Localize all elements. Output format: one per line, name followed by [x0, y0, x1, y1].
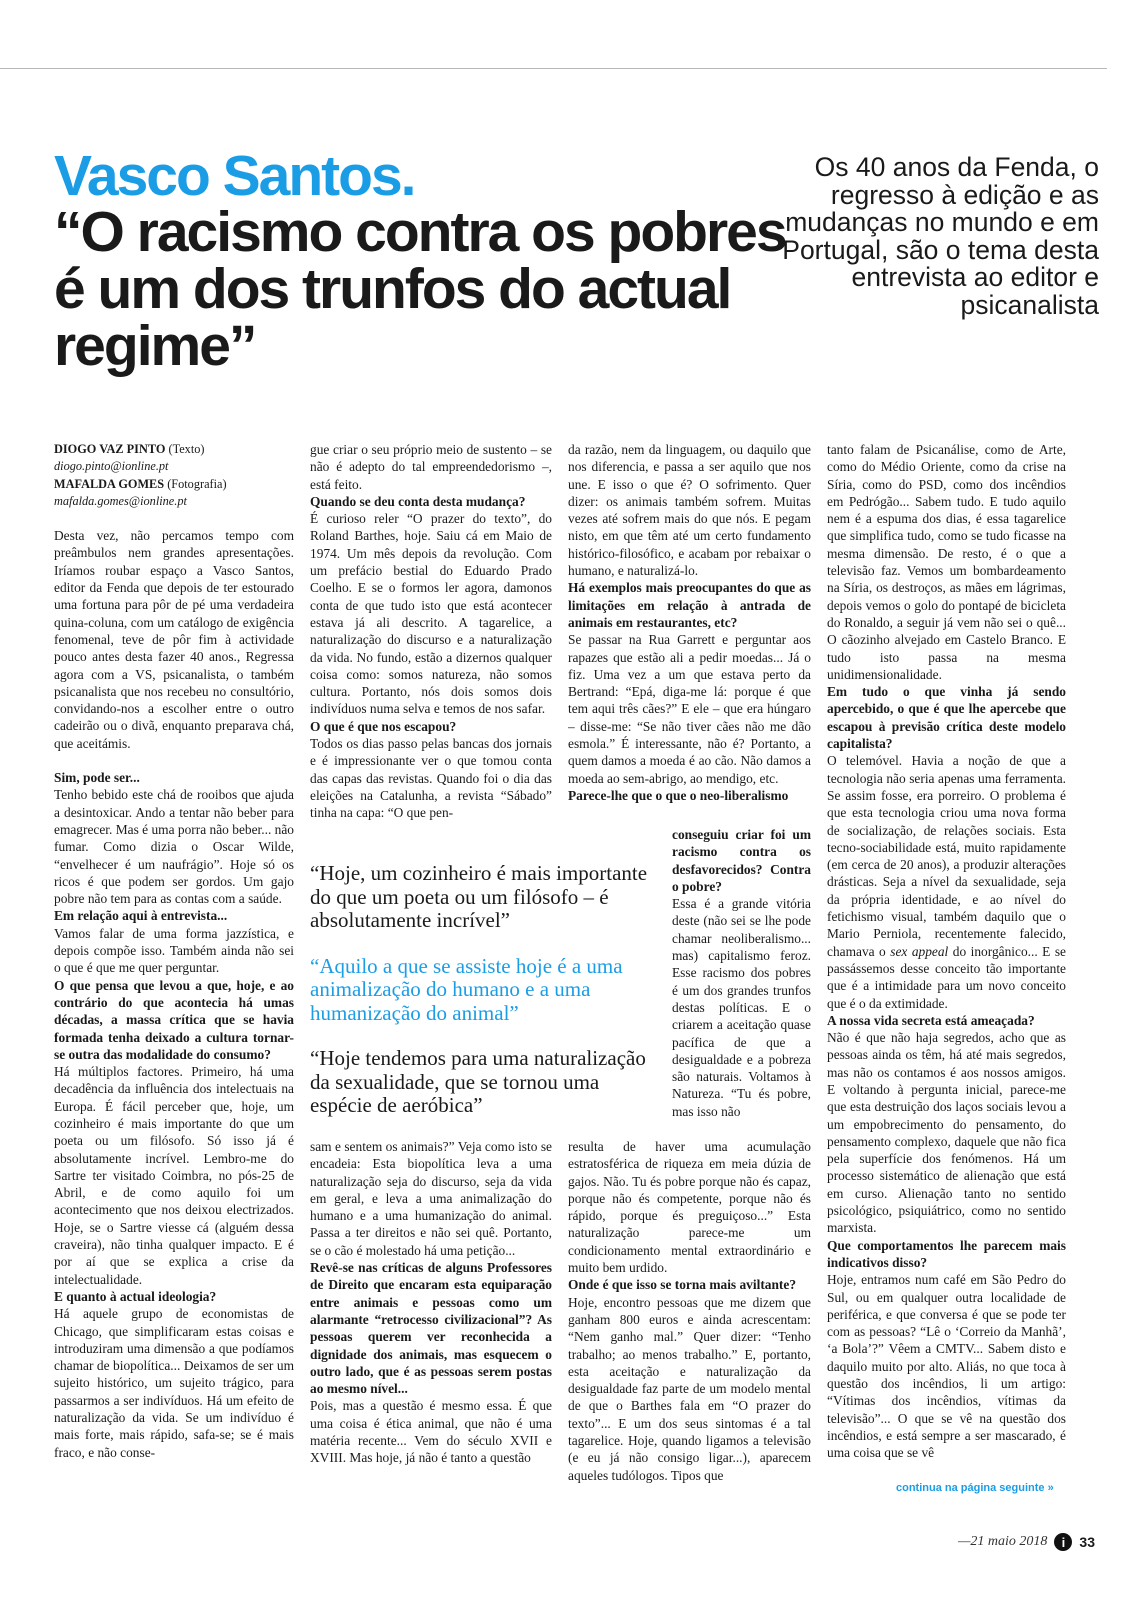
answer-text: O telemóvel. Havia a noção de que a tecnologia não seria apenas uma ferramenta. Se assim fosse, era porreiro. O problema é que esta tecnologia criou uma nova forma de socialização, de relações sociais. Esta tecno-sociabilidade está, muito rapidamente (em cerca de 20 anos), a produzir alterações drásticas. Seja a nível da sexualidade, seja da própria identidade, e ao nível do fetichismo visual, também daquilo que o Mario Perniola, recentemente falecido, chamava o — [827, 753, 1066, 959]
answer-emphasis: sex appeal — [890, 943, 949, 959]
question: Em relação aqui à entrevista... — [54, 908, 228, 924]
question: Há exemplos mais preocupantes do que as limitações em relação à antrada de animais em restaurantes, etc? — [568, 580, 811, 630]
question: Parece-lhe que o que o neo-liberalismo — [568, 787, 789, 803]
byline-email-2: mafalda.gomes@ionline.pt — [54, 493, 187, 508]
answer: É curioso reler “O prazer do texto”, do Roland Barthes, hoje. Saiu cá em Maio de 1974. Um mês depois da revolução. Com um prefácio bestial do Eduardo Prado Coelho. E se o formos ler agora, damonos conta de que tudo isto que está acontecer estava já ali descrito. A tagarelice, a naturalização do discurso e a naturalização da vida. No fundo, estão a dizernos qualquer coisa como: somos natureza, não somos cultura. Portanto, nós dois somos dois indivíduos numa selva e temos de nos safar. — [310, 511, 552, 717]
question: O que é que nos escapou? — [310, 718, 457, 734]
question: Sim, pode ser... — [54, 770, 140, 786]
intro-paragraph: Desta vez, não percamos tempo com preâmbulos nem grandes apresentações. Iríamos roubar espaço a Vasco Santos, editor da Fenda que depois de ter estourado uma fortuna para pôr de pé uma verdadeira quina-coluna, com um catálogo de exigência fenomenal, teve de pôr fim à actividade pouco antes desta fazer 40 anos., Regressa agora com a VS, psicanalista, o também psicanalista que nos recebeu no consultório, convidando-nos a escolher entre o outro cadeirão ou o divã, enquanto preparava chá, que aceitámis. — [54, 528, 294, 751]
footer-date: —21 maio 2018 — [957, 1534, 1048, 1549]
question: A nossa vida secreta está ameaçada? — [827, 1012, 1035, 1028]
answer: Pois, mas a questão é mesmo essa. É que uma coisa é ética animal, que não é uma matéria recente... Vem do século XVII e XVIII. Mas hoje, já não é tanto a questão — [310, 1398, 552, 1466]
top-rule — [0, 68, 1107, 69]
question: O que pensa que levou a que, hoje, e ao contrário do que acontecia há umas décadas, a massa crítica que se havia formada tenha deixado a cultura tornar-se outra das modalidade do consumo? — [54, 977, 294, 1062]
question: Onde é que isso se torna mais aviltante? — [568, 1277, 797, 1293]
byline-author-1: DIOGO VAZ PINTO — [54, 442, 166, 456]
continued-next-page-link[interactable]: continua na página seguinte » — [896, 1482, 1054, 1494]
article-column-1 — [54, 441, 294, 1496]
question: Que comportamentos lhe parecem mais indicativos disso? — [827, 1237, 1066, 1270]
answer: Vamos falar de uma forma jazzística, e depois compõe isso. Também ainda não sei o que é que me quer perguntar. — [54, 925, 294, 976]
byline-author-2: MAFALDA GOMES — [54, 476, 165, 491]
answer: Há aquele grupo de economistas de Chicago, que simplificaram estas coisas e introduziram uma dimensão a que podíamos chamar de biopolítica... Deixamos de ser um sujeito histórico, um sujeito trágico, para passarmos a ser indivíduos. Há um efeito de naturalização da vida. Se um indivíduo é mais forte, mais rápido, safa-se; se é mais fraco, e não conse- — [54, 1306, 294, 1460]
answer: Todos os dias passo pelas bancas dos jornais e é impressionante ver o que tomou conta das capas das revistas. Quando foi o dia das eleições na Catalunha, a revista “Sábado” tinha na capa: “O que pen- — [310, 736, 552, 821]
answer: Se passar na Rua Garrett e perguntar aos rapazes que estão ali a pedir moedas... Já o fiz. Uma vez a um que estava perto da Bertrand: “Epá, diga-me lá: porque é que tem aqui três cães?” E ele – que era húngaro – disse-me: “Se não tiver cães não me dão esmola.” É interessante, não é? Portanto, a quem damos a moeda é ao cão. Não damos a moeda ao sem-abrigo, ao mendigo, etc. — [568, 632, 811, 786]
answer-text: do inorgânico... E se passássemos desse conceito tão importante que é a intimidade para um novo conceito que é o da extimidade. — [827, 943, 1066, 1011]
article-column-3-bottom — [568, 1138, 811, 1498]
answer: gue criar o seu próprio meio de sustento – se não é adepto do tal empreendedorismo –, está feito. — [310, 442, 552, 492]
answer: Não é que não haja segredos, acho que as pessoas ainda os têm, há até mais segredos, mas não os contamos é aos nossos amigos. E voltando à pergunta inicial, parece-me que esta destruição dos laços sociais levou a um empobrecimento do pensamento, do pensamento complexo, daquele que não fica pela superfície dos fenómenos. Há um processo sistemático de alienação que está em curso. Alienação tanto no sentido psicológico, psiquiátrico, como no sentido marxista. — [827, 1030, 1066, 1236]
headline-quote: “O racismo contra os pobres é um dos trunfos do actual regime” — [54, 200, 786, 378]
article-column-2-bottom — [310, 1138, 552, 1498]
byline-email-1: diogo.pinto@ionline.pt — [54, 459, 169, 474]
byline — [54, 441, 294, 510]
answer: tanto falam de Psicanálise, como de Arte, como do Médio Oriente, como da crise na Síria, como do PSD, como dos incêndios em Pedrógão... Sabem tudo. E tudo aquilo nem é a espuma dos dias, é essa tagarelice que simplifica tudo, como se tudo ficasse na mesma dimensão. De resto, é o que a televisão faz. Vemos um bombardeamento na Síria, os destroços, as mães em lágrimas, depois vemos o golo do pontapé de bicicleta do Ronaldo, a seguir já vem não sei o quê... O cãozinho alvejado em Castelo Branco. E tudo isto passa na mesma unidimensionalidade. — [827, 442, 1066, 682]
page-footer — [958, 1533, 1095, 1551]
answer: Essa é a grande vitória deste (não sei se lhe pode chamar neoliberalismo... mas) capitalismo feroz. Esse racismo dos pobres é um dos grandes trunfos destas políticas. E o criarem a aceitação quase pacífica de que a desigualdade e a pobreza são naturais. Voltamos à Natureza. “Tu és pobre, mas isso não — [672, 896, 811, 1119]
article-column-3-narrow — [672, 826, 811, 1138]
question: E quanto à actual ideologia? — [54, 1288, 217, 1304]
page-number: 33 — [1079, 1534, 1095, 1550]
byline-role-2: (Fotografia) — [167, 476, 227, 491]
answer: sam e sentem os animais?” Veja como isto se encadeia: Esta biopolítica leva a uma naturalização seja do discurso, seja da vida em geral, e leva a uma animalização do humano e a uma humanização do animal. Passa a ter direitos e não sei quê. Portanto, se o cão é molestado há uma petição... — [310, 1139, 552, 1258]
article-column-2-top — [310, 441, 552, 836]
question: Revê-se nas críticas de alguns Professores de Direito que encaram esta equiparação entre animais e pessoas como um alarmante “retrocesso civilizacional”? As pessoas querem ver reconhecida a dignidade dos animais, mas esquecem o outro lado, que é as pessoas serem postas ao mesmo nível... — [310, 1260, 552, 1397]
pull-quote-highlight: “Aquilo a que se assiste hoje é a uma animalização do humano e a uma humanização do animal” — [310, 953, 623, 1025]
standfirst: Os 40 anos da Fenda, o regresso à edição e as mudanças no mundo e em Portugal, são o tema desta entrevista ao editor e psicanalista — [782, 152, 1099, 320]
answer: Hoje, encontro pessoas que me dizem que ganham 800 euros e ainda acrescentam: “Nem ganho mal.” Quer dizer: “Tenho trabalho; ao menos trabalho.” E, portanto, esta aceitação e naturalização da desigualdade faz parte de um modelo mental de que o Barthes fala em “O prazer do texto”... E um dos seus sintomas é a tal tagarelice. Hoje, quando ligamos a televisão (e eu já não consigo ligar...), aparecem aqueles tudólogos. Tipos que — [568, 1294, 811, 1483]
pull-quotes — [310, 862, 662, 1140]
publication-logo-icon: i — [1054, 1533, 1072, 1551]
answer: Tenho bebido este chá de rooibos que ajuda a desintoxicar. Ando a tentar não beber para emagrecer. Mas é uma porra não beber... não fumar. Como dizia o Oscar Wilde, “envelhecer é um naufrágio”. Hoje só os ricos é que podem ser gordos. Um gajo pobre não tem para as contas com a saúde. — [54, 787, 294, 907]
article-column-4 — [827, 441, 1066, 1481]
answer: Hoje, entramos num café em São Pedro do Sul, ou em qualquer outra localidade de periférica, e que conversa é que se pode ter com as pessoas? “Lê o ‘Correio da Manhã’, ‘a Bola’?” Vêem a CMTV... Sabem disto e daquilo muito por alto. Aliás, no que toca à questão dos incêndios, li um artigo: “Vítimas dos incêndios, vítimas da televisão”... O que se vê na questão dos incêndios, e está sempre a ser mascarado, é uma coisa que se vê — [827, 1272, 1066, 1461]
headline-name: Vasco Santos. — [54, 144, 415, 208]
answer — [827, 752, 1066, 1011]
answer: da razão, nem da linguagem, ou daquilo que nos diferencia, e passa a ser aquilo que nos une. E isso o que é? O sofrimento. Quer dizer: os animais também sofrem. Muitas vezes até sofrem mais do que nós. E pegam nisto, em que têm até um certo fundamento histórico-filosófico, e acabam por rebaixar o humano, e naturalizá-lo. — [568, 442, 811, 579]
answer: Há múltiplos factores. Primeiro, há uma decadência da influência dos intelectuais na Europa. É fácil perceber que, hoje, um cozinheiro é mais importante do que um poeta ou um filósofo. Só isso já é absolutamente incrível. Lembro-me do Sartre ter visitado Coimbra, no pós-25 de Abril, e de como aquilo foi um acontecimento que nos deixou electrizados. Hoje, se o Sartre viesse cá (alguém dessa craveira), não tinha qualquer impacto. E é por aí que se explica a crise da intelectualidade. — [54, 1064, 294, 1287]
question: Quando se deu conta desta mudança? — [310, 493, 526, 509]
answer: resulta de haver uma acumulação estratosférica de riqueza em meia dúzia de gajos. Não. Tu és pobre porque não és capaz, porque não és competente, porque não és rápido, porque és preguiçoso...” Esta naturalização parece-me um condicionamento mental extraordinário e muito bem urdido. — [568, 1139, 811, 1276]
question: Em tudo o que vinha já sendo apercebido, o que é que lhe apercebe que escapou à previsão crítica deste modelo capitalista? — [827, 684, 1066, 752]
headline — [54, 144, 794, 378]
pull-quote: “Hoje, um cozinheiro é mais importante do que um poeta ou um filósofo – é absolutamente incrível” — [310, 861, 648, 932]
pull-quote: “Hoje tendemos para uma naturalização da sexualidade, que se tornou uma espécie de aeróbica” — [310, 1046, 646, 1117]
question: conseguiu criar foi um racismo contra os desfavorecidos? Contra o pobre? — [672, 827, 811, 894]
article-column-3-top — [568, 441, 811, 826]
byline-role-1: (Texto) — [168, 442, 205, 456]
